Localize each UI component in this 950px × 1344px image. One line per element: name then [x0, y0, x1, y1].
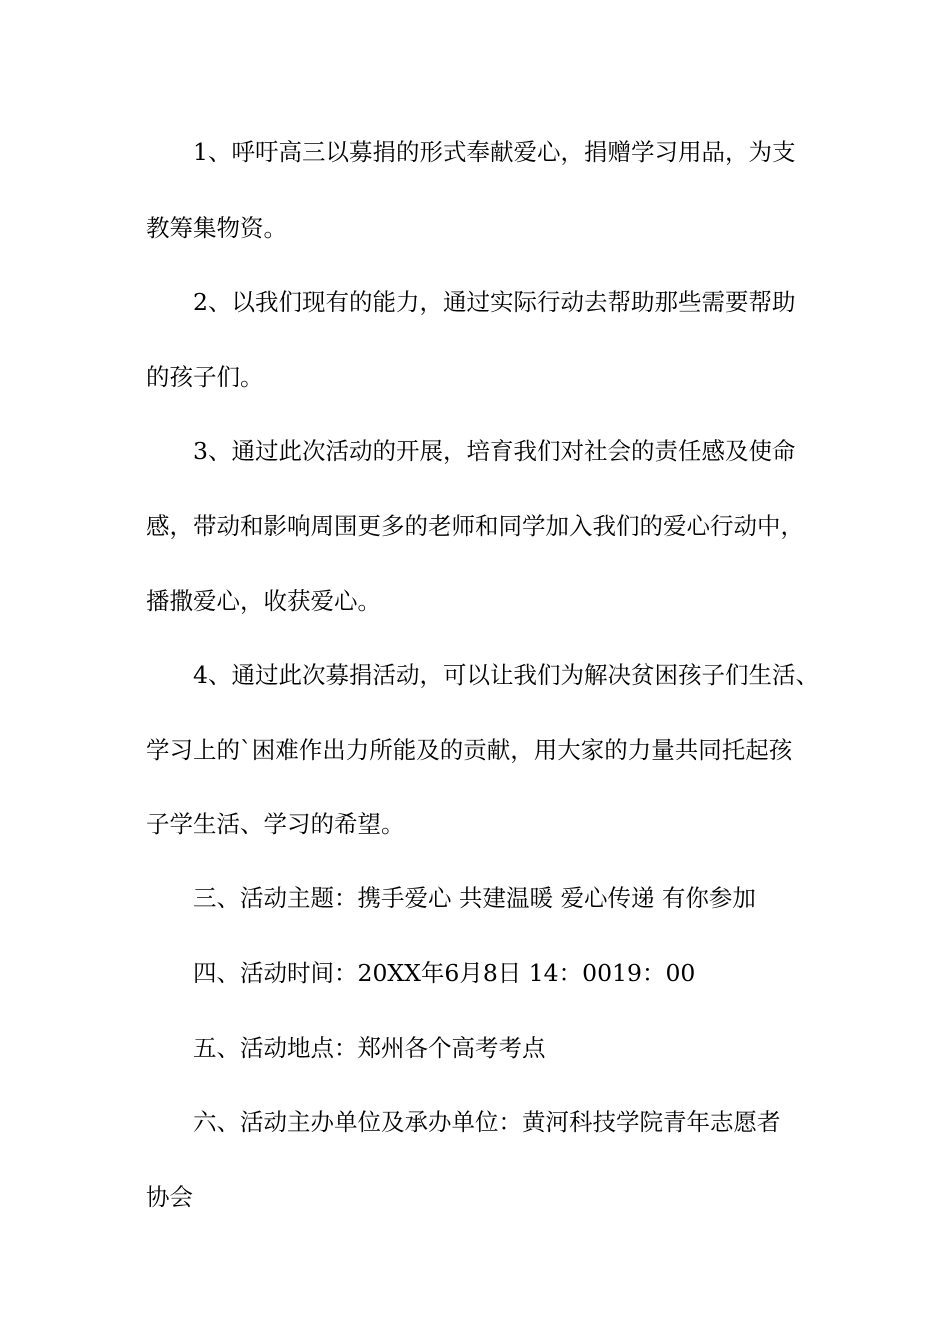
- paragraph-2-line-2: 的孩子们。: [146, 363, 264, 391]
- paragraph-3-line-1: 3、通过此次活动的开展，培育我们对社会的责任感及使命: [193, 437, 796, 465]
- organizer-line-2: 协会: [146, 1183, 193, 1211]
- paragraph-4-line-2: 学习上的`困难作出力所能及的贡献，用大家的力量共同托起孩: [146, 736, 793, 764]
- paragraph-1-line-1: 1、呼吁高三以募捐的形式奉献爱心，捐赠学习用品，为支: [193, 138, 796, 166]
- activity-theme-line: 三、活动主题：携手爱心 共建温暖 爱心传递 有你参加: [193, 884, 756, 912]
- paragraph-4-line-1: 4、通过此次募捐活动，可以让我们为解决贫困孩子们生活、: [193, 661, 819, 689]
- activity-time-line: 四、活动时间：20XX年6月8日 14：0019：00: [193, 959, 696, 987]
- paragraph-4-line-3: 子学生活、学习的希望。: [146, 810, 405, 838]
- paragraph-3-line-3: 播撒爱心，收获爱心。: [146, 587, 381, 615]
- paragraph-3-line-2: 感，带动和影响周围更多的老师和同学加入我们的爱心行动中，: [146, 512, 804, 540]
- paragraph-1-line-2: 教筹集物资。: [146, 214, 287, 242]
- paragraph-2-line-1: 2、以我们现有的能力，通过实际行动去帮助那些需要帮助: [193, 288, 796, 316]
- organizer-line-1: 六、活动主办单位及承办单位：黄河科技学院青年志愿者: [193, 1108, 781, 1136]
- activity-location-line: 五、活动地点：郑州各个高考考点: [193, 1034, 546, 1062]
